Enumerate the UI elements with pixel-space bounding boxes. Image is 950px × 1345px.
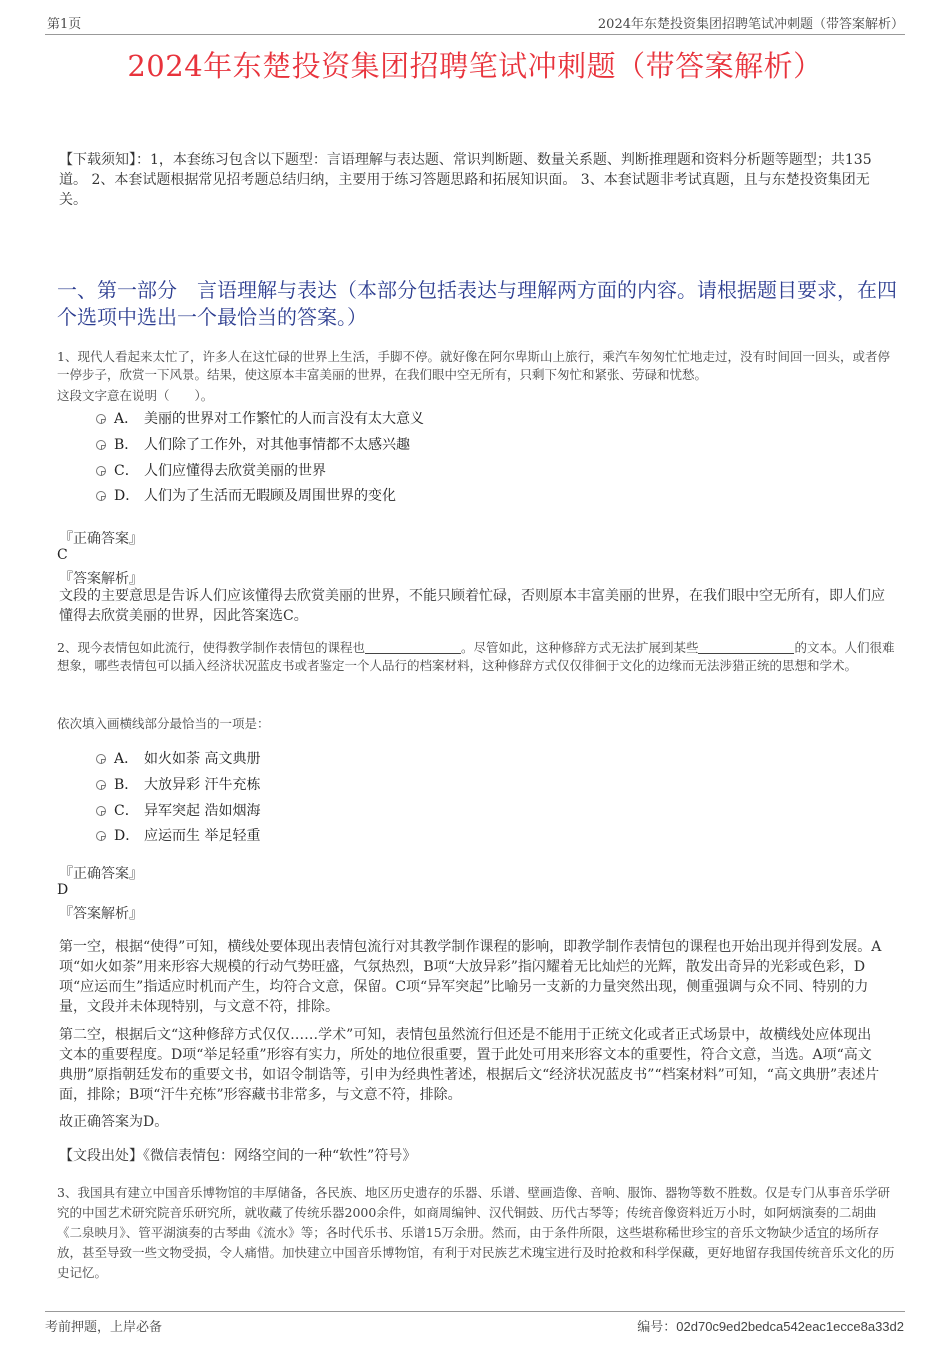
option-letter: B． xyxy=(114,777,139,793)
q2-analysis-1: 第一空，根据“使得”可知，横线处要体现出表情包流行对其教学制作课程的影响，即教学制作表情包的课程也开始出现并得到发展。A项“如火如荼”用来形容大规模的行动气势旺盛，气氛热烈，B项“大放异彩”指闪耀着无比灿烂的光辉，散发出奇异的光彩或色彩，D项“应运而生”指适应时机而产生，均符合文意，保留。C项“异军突起”比喻另一支新的力量突然出现，侧重强调与众不同、特别的力量，文段并未体现特别，与文意不符，排除。 xyxy=(59,939,882,1015)
q1-answer: C xyxy=(57,547,68,563)
option-text: 人们为了生活而无暇顾及周围世界的变化 xyxy=(144,488,396,504)
option-text: 应运而生 举足轻重 xyxy=(144,828,261,844)
option-letter: A． xyxy=(114,411,139,427)
code-value: 02d70c9ed2bedca542eac1ecce8a33d2 xyxy=(676,1319,904,1334)
q2-option-c[interactable] xyxy=(96,801,260,821)
q2-option-d[interactable] xyxy=(96,826,260,846)
q2-stem-part-2: 。尽管如此，这种修辞方式无法扩展到某些 xyxy=(460,640,699,655)
q2-analysis-label: 『答案解析』 xyxy=(59,906,143,922)
q1-option-d[interactable] xyxy=(96,486,396,506)
q2-stem-part-3: 的文本。人们很难想象，哪些表情包可以插入经济状况蓝皮书或者鉴定一个人品行的档案材料，这种修辞方式仅仅徘徊于文化的边缘而无法涉猎正统的思想和学术。 xyxy=(57,640,895,673)
q2-conclusion: 故正确答案为D。 xyxy=(59,1114,169,1130)
question-1-stem: 1、现代人看起来太忙了，许多人在这忙碌的世界上生活，手脚不停。就好像在阿尔卑斯山上旅行，乘汽车匆匆忙忙地走过，没有时间回一回头，或者停一停步子，欣赏一下风景。结果，使这原本丰富美丽的世界，在我们眼中空无所有，只剩下匆忙和紧张、劳碌和忧愁。 xyxy=(57,349,890,382)
q1-option-b[interactable] xyxy=(96,435,410,455)
radio-icon[interactable] xyxy=(96,414,106,424)
radio-icon[interactable] xyxy=(96,491,106,501)
fill-blank-2[interactable] xyxy=(698,641,794,654)
q2-answer-label: 『正确答案』 xyxy=(59,866,143,882)
option-letter: D． xyxy=(114,488,140,504)
question-2-ask: 依次填入画横线部分最恰当的一项是： xyxy=(57,716,270,731)
option-text: 人们除了工作外，对其他事情都不太感兴趣 xyxy=(144,437,410,453)
section-heading: 一、第一部分 言语理解与表达（本部分包括表达与理解两方面的内容。请根据题目要求，在四个选项中选出一个最恰当的答案。） xyxy=(57,278,897,329)
footer-code xyxy=(637,1316,904,1335)
option-text: 如火如荼 高文典册 xyxy=(144,751,261,767)
q2-answer: D xyxy=(57,882,69,898)
q1-option-c[interactable] xyxy=(96,461,326,481)
option-letter: B． xyxy=(114,437,139,453)
radio-icon[interactable] xyxy=(96,466,106,476)
option-letter: C． xyxy=(114,463,139,479)
q2-analysis-2: 第二空，根据后文“这种修辞方式仅仅……学术”可知，表情包虽然流行但还是不能用于正统文化或者正式场景中，故横线处应体现出文本的重要程度。D项“举足轻重”形容有实力，所处的地位很重要，置于此处可用来形容文本的重要性，符合文意，当选。A项“高文典册”原指朝廷发布的重要文书，如诏令制诰等，引申为经典性著述，根据后文“经济状况蓝皮书”“档案材料”可知，“高文典册”表述片面，排除；B项“汗牛充栋”形容藏书非常多，与文意不符，排除。 xyxy=(59,1027,880,1103)
header-divider xyxy=(45,34,905,35)
radio-icon[interactable] xyxy=(96,780,106,790)
option-text: 大放异彩 汗牛充栋 xyxy=(144,777,261,793)
option-text: 人们应懂得去欣赏美丽的世界 xyxy=(144,463,326,479)
question-3-stem: 3、我国具有建立中国音乐博物馆的丰厚储备，各民族、地区历史遗存的乐器、乐谱、壁画造像、音响、服饰、器物等数不胜数。仅是专门从事音乐学研究的中国艺术研究院音乐研究所，就收藏了传统乐器2000余件，如商周编钟、汉代铜鼓、历代古琴等；传统音像资料近万小时，如阿炳演奏的二胡曲《二泉映月》、管平湖演奏的古琴曲《流水》等；各时代乐书、乐谱15万余册。然而，由于条件所限，这些堪称稀世珍宝的音乐文物缺少适宜的场所存放，甚至导致一些文物受损，令人痛惜。加快建立中国音乐博物馆，有利于对民族艺术瑰宝进行及时抢救和科学保藏，更好地留存我国传统音乐文化的历史记忆。 xyxy=(57,1185,895,1280)
radio-icon[interactable] xyxy=(96,440,106,450)
question-1-ask: 这段文字意在说明（ ）。 xyxy=(57,388,214,403)
question-2-stem xyxy=(57,639,897,675)
footer-divider xyxy=(45,1311,905,1312)
q1-answer-label: 『正确答案』 xyxy=(59,531,143,547)
q1-analysis: 文段的主要意思是告诉人们应该懂得去欣赏美丽的世界，不能只顾着忙碌，否则原本丰富美丽的世界，在我们眼中空无所有，即人们应懂得去欣赏美丽的世界，因此答案选C。 xyxy=(59,588,885,624)
download-notice: 【下载须知】：1，本套练习包含以下题型：言语理解与表达题、常识判断题、数量关系题、判断推理题和资料分析题等题型；共135道。 2、本套试题根据常见招考题总结归纳，主要用于练习答题思路和拓展知识面。 3、本套试题非考试真题，且与东楚投资集团无关。 xyxy=(59,152,872,208)
code-label: 编号： xyxy=(637,1320,677,1335)
option-text: 异军突起 浩如烟海 xyxy=(144,803,261,819)
q2-stem-part-1: 2、现今表情包如此流行，使得教学制作表情包的课程也 xyxy=(57,640,365,655)
option-letter: D． xyxy=(114,828,140,844)
option-letter: C． xyxy=(114,803,139,819)
q1-option-a[interactable] xyxy=(96,409,424,429)
fill-blank-1[interactable] xyxy=(365,641,461,654)
page-number: 第1页 xyxy=(47,17,82,32)
q2-source: 【文段出处】《微信表情包：网络空间的一种“软性”符号》 xyxy=(59,1148,417,1164)
radio-icon[interactable] xyxy=(96,806,106,816)
radio-icon[interactable] xyxy=(96,754,106,764)
option-letter: A． xyxy=(114,751,139,767)
document-title: 2024年东楚投资集团招聘笔试冲刺题（带答案解析） xyxy=(127,49,823,83)
q2-option-b[interactable] xyxy=(96,775,260,795)
footer-slogan: 考前押题，上岸必备 xyxy=(45,1320,163,1335)
radio-icon[interactable] xyxy=(96,831,106,841)
q2-option-a[interactable] xyxy=(96,749,260,769)
option-text: 美丽的世界对工作繁忙的人而言没有太大意义 xyxy=(144,411,424,427)
header-doc-title: 2024年东楚投资集团招聘笔试冲刺题（带答案解析） xyxy=(597,17,904,32)
q1-analysis-label: 『答案解析』 xyxy=(59,571,143,587)
